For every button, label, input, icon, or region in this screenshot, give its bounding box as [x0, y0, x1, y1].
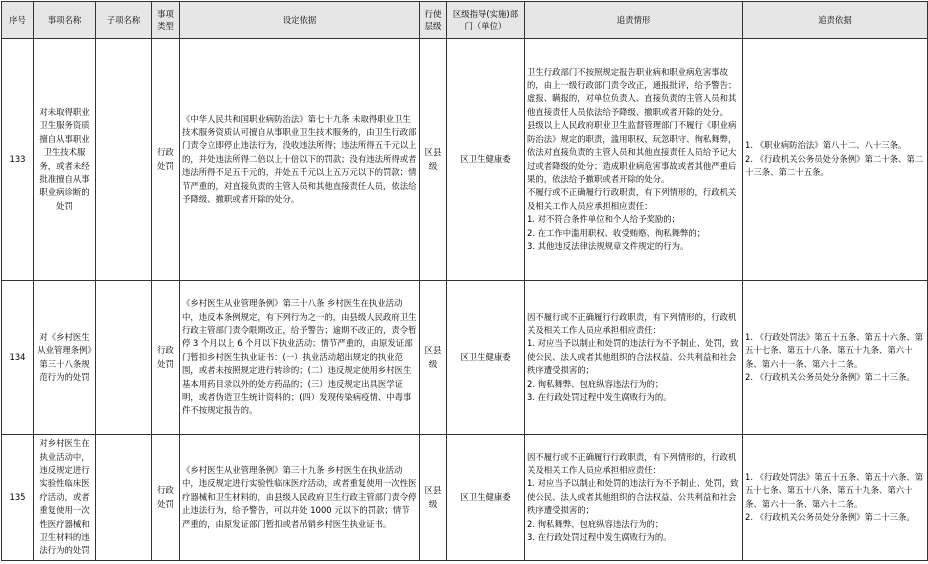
cell-situation	[525, 435, 743, 561]
header-basis: 设定依据	[180, 2, 420, 39]
cell-dept: 区卫生健康委	[447, 435, 525, 561]
situation-line: 因不履行或不正确履行行政职责，有下列情形的，行政机关及相关工作人员应承担相应责任：	[527, 311, 737, 335]
cell-accountability	[743, 435, 928, 561]
accountability-line: 2. 《行政机关公务员处分条例》第二十三条。	[745, 371, 915, 382]
cell-type: 行政处罚	[152, 281, 180, 435]
cell-item: 对乡村医生在执业活动中，违反规定进行实验性临床医疗活动，或者重复使用一次性医疗器械和卫生材料的违法行为的处罚	[34, 435, 96, 561]
situation-line: 因不履行或不正确履行行政职责，有下列情形的，行政机关及相关工作人员应承担相应责任：	[527, 451, 737, 475]
header-item: 事项名称	[34, 2, 96, 39]
situation-line: 2. 徇私舞弊、包庇纵容违法行为的；	[527, 378, 664, 389]
situation-line: 1. 对应当予以制止和处罚的违法行为不予制止、处罚，致使公民、法人或者其他组织的合法权益、公共利益和社会秩序遭受损害的；	[527, 478, 739, 516]
cell-seq: 134	[2, 281, 34, 435]
header-type: 事项类型	[152, 2, 180, 39]
cell-type: 行政处罚	[152, 39, 180, 281]
situation-line: 2. 徇私舞弊、包庇纵容违法行为的；	[527, 518, 664, 529]
table-row	[2, 39, 928, 281]
situation-line: 1. 对应当予以制止和处罚的违法行为不予制止、处罚，致使公民、法人或者其他组织的合法权益、公共利益和社会秩序遭受损害的；	[527, 338, 739, 376]
situation-line: 卫生行政部门不按照规定报告职业病和职业病危害事故的，由上一级行政部门责令改正，通报批评，给予警告；虚报、瞒报的，对单位负责人、直接负责的主管人员和其他直接责任人员依法给予降级、撤职或者开除的处分。	[527, 66, 737, 117]
header-dept: 区级指导(实施)部门（单位）	[447, 2, 525, 39]
header-situation: 追责情形	[525, 2, 743, 39]
cell-basis: 《乡村医生从业管理条例》第三十九条 乡村医生在执业活动中，违反规定进行实验性临床医疗活动，或者重复使用一次性医疗器械和卫生材料的，由县级人民政府卫生行政主管部门责令停止违法行为，给予警告，可以并处 1000 元以下的罚款；情节严重的，由原发证部门暂扣或者吊销乡村医生执业证书。	[180, 435, 420, 561]
situation-line: 3. 在行政处罚过程中发生腐败行为的。	[527, 532, 672, 543]
cell-sub	[96, 435, 152, 561]
situation-line: 3. 其他违反法律法规规章文件规定的行为。	[527, 240, 689, 251]
accountability-line: 2. 《行政机关公务员处分条例》第二十三条。	[745, 511, 915, 522]
situation-line: 县级以上人民政府职业卫生监督管理部门不履行《职业病防治法》规定的职责，滥用职权、玩忽职守、徇私舞弊，依法对直接负责的主管人员和其他直接责任人员给予记大过或者降级的处分；造成职业病危害事故或者其他严重后果的，依法给予撤职或者开除的处分。	[527, 120, 737, 184]
cell-item: 对《乡村医生从业管理条例》第三十八条规范行为的处罚	[34, 281, 96, 435]
cell-level: 区县级	[420, 281, 447, 435]
cell-level: 区县级	[420, 435, 447, 561]
accountability-line: 1. 《职业病防治法》第八十二、八十三条。	[745, 140, 907, 151]
situation-line: 2. 在工作中滥用职权、收受贿赂、徇私舞弊的；	[527, 227, 706, 238]
accountability-line: 1. 《行政处罚法》第五十五条、第五十六条、第五十七条、第五十八条、第五十九条、第六十条、第六十一条、第六十二条。	[745, 471, 924, 509]
header-row	[2, 2, 928, 39]
cell-basis: 《乡村医生从业管理条例》第三十八条 乡村医生在执业活动中，违反本条例规定，有下列行为之一的，由县级人民政府卫生行政主管部门责令限期改正，给予警告；逾期不改正的，责令暂停 3 个月以上 6 个月以下执业活动；情节严重的，由原发证部门暂扣乡村医生执业证书：(一）执业活动超出规定的执业范围，或者未按照规定进行转诊的；(二）违反规定使用乡村医生基本用药目录以外的处方药品的；(三）违反规定出具医学证明，或者伪造卫生统计资料的；(四）发现传染病疫情、中毒事件不按规定报告的。	[180, 281, 420, 435]
header-sub: 子项名称	[96, 2, 152, 39]
accountability-table	[1, 1, 928, 561]
cell-type: 行政处罚	[152, 435, 180, 561]
cell-situation	[525, 39, 743, 281]
cell-dept: 区卫生健康委	[447, 281, 525, 435]
cell-dept: 区卫生健康委	[447, 39, 525, 281]
cell-basis: 《中华人民共和国职业病防治法》第七十九条 未取得职业卫生技术服务资质认可擅自从事职业卫生技术服务的，由卫生行政部门责令立即停止违法行为，没收违法所得；违法所得五千元以上的，并处违法所得二倍以上十倍以下的罚款；没有违法所得或者违法所得不足五千元的，并处五千元以上五万元以下的罚款；情节严重的，对直接负责的主管人员和其他直接责任人员，依法给予降级、撤职或者开除的处分。	[180, 39, 420, 281]
cell-item: 对未取得职业卫生服务资质擅自从事职业卫生技术服务，或者未经批准擅自从事职业病诊断的处罚	[34, 39, 96, 281]
table-row	[2, 435, 928, 561]
cell-sub	[96, 281, 152, 435]
table-row	[2, 281, 928, 435]
cell-seq: 133	[2, 39, 34, 281]
situation-line: 3. 在行政处罚过程中发生腐败行为的。	[527, 392, 672, 403]
cell-seq: 135	[2, 435, 34, 561]
header-level: 行使层级	[420, 2, 447, 39]
cell-sub	[96, 39, 152, 281]
header-seq: 序号	[2, 2, 34, 39]
header-accountability: 追责依据	[743, 2, 928, 39]
accountability-line: 1. 《行政处罚法》第五十五条、第五十六条、第五十七条、第五十八条、第五十九条、第六十条、第六十一条、第六十二条。	[745, 331, 924, 369]
accountability-line: 2. 《行政机关公务员处分条例》第二十条、第二十三条、第二十五条。	[745, 153, 924, 178]
cell-level: 区县级	[420, 39, 447, 281]
situation-line: 1. 对不符合条件单位和个人给予奖励的；	[527, 214, 681, 225]
cell-accountability	[743, 39, 928, 281]
cell-situation	[525, 281, 743, 435]
cell-accountability	[743, 281, 928, 435]
situation-line: 不履行或不正确履行行政职责，有下列情形的，行政机关及相关工作人员应承担相应责任：	[527, 187, 737, 211]
